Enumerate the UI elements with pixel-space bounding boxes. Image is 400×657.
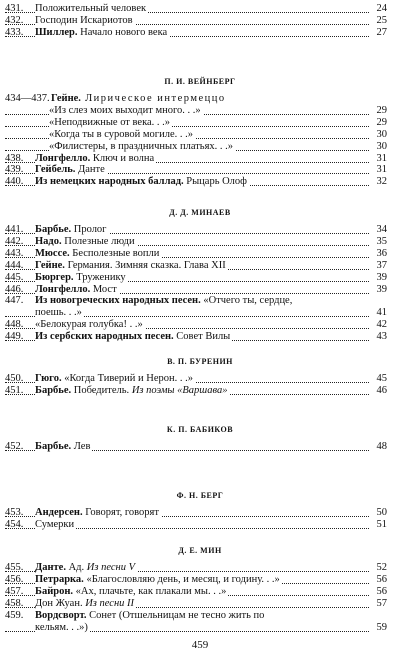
entry-page: 45 (371, 373, 387, 385)
section-header: Д. Д. МИНАЕВ (169, 208, 231, 217)
entry-number: 439. (5, 164, 24, 176)
entry-number: 447. (5, 295, 24, 307)
entry-number: 459. (5, 609, 24, 621)
entry-title-part: Гейне. (35, 259, 65, 271)
entry-page: 46 (371, 385, 387, 397)
toc-entry (5, 562, 387, 574)
entry-number: 448. (5, 319, 24, 331)
toc-entry (5, 319, 387, 331)
entry-number: 438. (5, 152, 24, 164)
entry-page: 56 (371, 586, 387, 598)
entry-title-part: Данте. (35, 562, 66, 573)
entry-page: 41 (371, 307, 387, 319)
entry-title-part: Данте (75, 164, 105, 176)
entry-title-part: Из немецких народных баллад. (35, 176, 184, 188)
toc-entry (5, 586, 387, 598)
entry-page: 52 (371, 562, 387, 574)
entry-number: 441. (5, 224, 24, 235)
entry-number: 453. (5, 507, 24, 518)
entry-number: 454. (5, 518, 24, 530)
entry-title-part: «Филистеры, в праздничных платьях. . .» (49, 140, 234, 152)
entry-page: 59 (371, 622, 387, 634)
entry-title-part: Петрарка. (35, 573, 84, 585)
entry-title (35, 153, 156, 164)
entry-page: 36 (371, 248, 387, 260)
entry-title-part: Рыцарь Олоф (183, 176, 247, 188)
entry-title-part: Полезные люди (61, 235, 135, 247)
entry-number: 433. (5, 26, 24, 38)
entry-page: 39 (371, 284, 387, 296)
entry-title-part: «Отчего ты, сердце, (200, 295, 293, 307)
entry-page: 48 (371, 441, 387, 453)
entry-title (35, 331, 232, 342)
entry-number: 431. (5, 3, 24, 14)
entry-number: 449. (5, 331, 24, 343)
entry-title-part: Лонгфелло. (35, 283, 91, 295)
entry-title-part: Андерсен. (35, 507, 83, 518)
entry-number: 444. (5, 259, 24, 271)
section-header: Ф. Н. БЕРГ (176, 491, 224, 500)
entry-title (51, 93, 228, 104)
entry-title-part: Ад. (65, 562, 87, 573)
entry-title (35, 373, 195, 384)
toc-entry (5, 105, 387, 117)
toc-entry (5, 153, 387, 165)
entry-title (35, 164, 107, 175)
toc-entry (5, 507, 387, 519)
entry-title-part: Вордсворт. (35, 609, 87, 621)
entry-title (35, 586, 228, 597)
entry-title (35, 507, 161, 518)
entry-page: 30 (371, 141, 387, 153)
entry-page: 34 (371, 224, 387, 236)
entry-title-part: Мюссе. (35, 247, 70, 259)
toc-entry (5, 598, 387, 610)
entry-title-part: Совет Вилы (173, 331, 231, 343)
entry-title-part: кельям. . .») (35, 621, 88, 633)
entry-title (35, 441, 92, 452)
entry-title-part: «Белокурая голубка! . .» (35, 319, 143, 331)
entry-title-part: Гейне. (51, 93, 81, 104)
entry-title (35, 574, 282, 585)
toc-entry (5, 622, 387, 634)
entry-title-part: «Когда Тиверий и Нерон. . .» (61, 373, 194, 384)
entry-title-part: Дон Жуан. (35, 597, 86, 609)
entry-number: 452. (5, 441, 24, 452)
entry-number: 446. (5, 283, 24, 295)
entry-page: 35 (371, 236, 387, 248)
entry-title (35, 248, 161, 259)
entry-title-part: «Когда ты в суровой могиле. . .» (49, 128, 193, 140)
toc-entry (5, 248, 387, 260)
section-header: П. И. ВЕЙНБЕРГ (164, 77, 236, 86)
entry-title (35, 27, 169, 38)
entry-title-part: Бесполезные вопли (69, 247, 160, 259)
entry-title-part: Положительный человек (35, 3, 147, 14)
entry-title-part: Ключ и волна (90, 152, 155, 164)
toc-entry (5, 3, 387, 15)
toc-entry (5, 385, 387, 397)
entry-number: 432. (5, 14, 24, 26)
toc-entry (5, 236, 387, 248)
toc-entry (5, 176, 387, 188)
page-number: 459 (191, 639, 209, 651)
entry-page: 50 (371, 507, 387, 519)
entry-title (35, 272, 128, 283)
entry-title-part: Гейбель. (35, 164, 76, 176)
entry-title-part: Говорят, говорят (82, 507, 159, 518)
entry-title (35, 307, 84, 318)
entry-title-part: Байрон. (35, 585, 74, 597)
entry-title-part: Барбье. (35, 224, 72, 235)
toc-entry (5, 307, 387, 319)
entry-page: 25 (371, 15, 387, 27)
entry-title-part: Мост (90, 283, 117, 295)
entry-title-part: «Из слез моих выходит много. . .» (49, 104, 201, 116)
entry-title-part: Барбье. (35, 441, 72, 452)
section-header: В. П. БУРЕНИН (167, 357, 233, 366)
entry-title (35, 295, 294, 306)
toc-entry (5, 260, 387, 272)
entry-title-part: Из новогреческих народных песен. (35, 295, 201, 307)
entry-page: 31 (371, 153, 387, 165)
entry-page: 31 (371, 164, 387, 176)
entry-title (49, 141, 235, 152)
entry-number: 458. (5, 597, 24, 609)
entry-title-part: Из сербских народных песен. (35, 331, 174, 343)
toc-entry (5, 574, 387, 586)
entry-title-part: Из поэмы «Варшава» (131, 384, 228, 396)
entry-title (49, 117, 172, 128)
entry-page: 24 (371, 3, 387, 15)
entry-page: 43 (371, 331, 387, 343)
toc-entry (5, 295, 387, 307)
entry-number: 443. (5, 247, 24, 259)
entry-title-part: Сумерки (35, 518, 75, 530)
entry-title-part: «Неподвижные от века. . .» (49, 116, 171, 128)
entry-title-part: Из песни II (85, 597, 135, 609)
entry-page: 37 (371, 260, 387, 272)
toc-entry (5, 117, 387, 129)
entry-title (35, 176, 249, 187)
entry-title-part: «Благословляю день, и месяц, и годину. . .» (83, 573, 280, 585)
toc-entry (5, 284, 387, 296)
entry-title-part: Из песни V (86, 562, 136, 573)
entry-title (35, 562, 137, 573)
entry-number: 456. (5, 573, 24, 585)
entry-title (35, 224, 109, 235)
entry-title-part: Начало нового века (77, 26, 168, 38)
toc-entry (5, 519, 387, 531)
entry-number: 457. (5, 585, 24, 597)
entry-title (35, 236, 137, 247)
entry-title (49, 129, 195, 140)
entry-number: 445. (5, 271, 24, 283)
entry-page: 51 (371, 519, 387, 531)
entry-title (35, 598, 136, 609)
entry-title (35, 610, 266, 621)
entry-number: 451. (5, 384, 24, 396)
entry-title-part: «Ах, плачьте, как плакали мы. . .» (73, 585, 227, 597)
entry-page: 29 (371, 117, 387, 129)
entry-title-part: Бюргер. (35, 271, 74, 283)
entry-number: 442. (5, 235, 24, 247)
toc-entry (5, 15, 387, 27)
toc-entry (5, 224, 387, 236)
entry-page: 57 (371, 598, 387, 610)
toc-entry (5, 373, 387, 385)
entry-title-part: Лев (71, 441, 91, 452)
toc-entry (5, 27, 387, 39)
entry-title-part: поешь. . .» (35, 307, 82, 319)
entry-title (35, 284, 119, 295)
entry-title-part: Сонет (Отшельницам не тесно жить по (86, 609, 265, 621)
entry-title (35, 519, 76, 530)
entry-title-part: Надо. (35, 235, 62, 247)
toc-entry (5, 164, 387, 176)
entry-title (35, 622, 90, 633)
entry-title (49, 105, 203, 116)
entry-title-part: Победитель. (71, 384, 132, 396)
toc-entry (5, 441, 387, 453)
entry-title (35, 3, 148, 14)
entry-title (35, 260, 228, 271)
entry-page: 29 (371, 105, 387, 117)
toc-entry (5, 331, 387, 343)
entry-title (35, 319, 145, 330)
entry-title-part: Пролог (71, 224, 107, 235)
entry-page: 39 (371, 272, 387, 284)
entry-title-part: Гюго. (35, 373, 62, 384)
entry-number: 440. (5, 176, 24, 188)
entry-page: 30 (371, 129, 387, 141)
entry-title (35, 15, 135, 26)
entry-title-part: Лирическое интермеццо (80, 93, 226, 104)
toc-entry (5, 129, 387, 141)
entry-title-part: Барбье. (35, 384, 72, 396)
entry-number: 455. (5, 562, 24, 573)
entry-title-part: Труженику (73, 271, 126, 283)
entry-page: 27 (371, 27, 387, 39)
section-header: Д. Е. МИН (178, 546, 222, 555)
entry-number: 450. (5, 373, 24, 384)
entry-page: 42 (371, 319, 387, 331)
toc-entry (5, 93, 387, 105)
entry-title-part: Германия. Зимняя сказка. Глава XII (64, 259, 226, 271)
entry-title-part: Господин Искариотов (35, 14, 133, 26)
entry-number: 434—437. (5, 93, 50, 104)
section-header: К. П. БАБИКОВ (166, 425, 234, 434)
entry-title-part: Шиллер. (35, 26, 78, 38)
toc-entry (5, 141, 387, 153)
toc-entry (5, 272, 387, 284)
toc-entry (5, 610, 387, 622)
entry-page: 56 (371, 574, 387, 586)
entry-title-part: Лонгфелло. (35, 152, 91, 164)
entry-title (35, 385, 229, 396)
entry-page: 32 (371, 176, 387, 188)
